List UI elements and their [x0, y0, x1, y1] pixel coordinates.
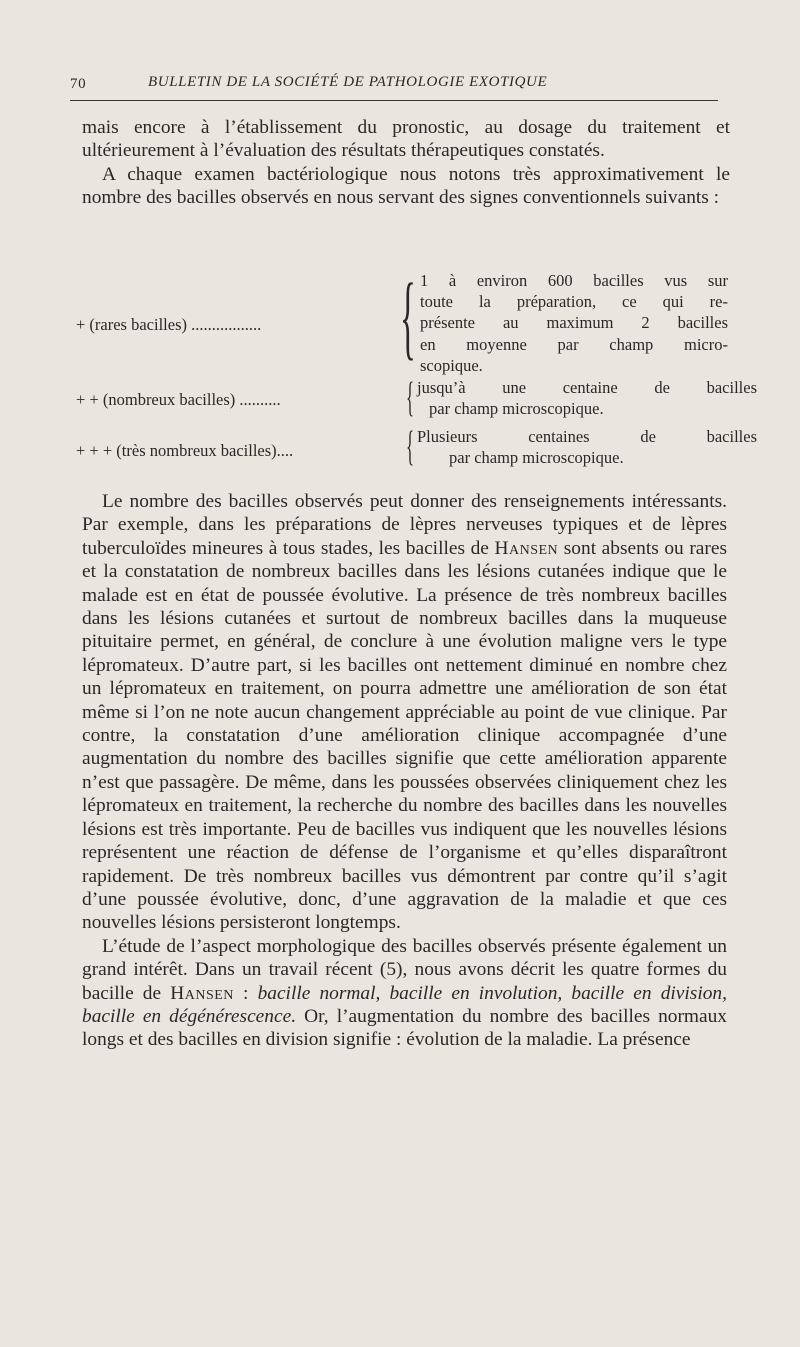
signs-intro-paragraph: A chaque examen bactériologique nous notons très approximativement le nombre des bacilles observés en nous servant des signes conventionnels suivants : — [82, 163, 730, 209]
form-division: bacille en division, — [571, 982, 727, 1004]
brace-icon: { — [406, 424, 415, 470]
author-name-hansen: Hansen — [494, 537, 559, 559]
bacilli-count-paragraph: Le nombre des bacilles observés peut donner des renseignements intéressants. Par exemple, dans les préparations de lèpres nerveuses typiques et de lèpres tuberculoïdes mineures à tous stades, les bacilles de Hansen sont absents ou rares et la constatation de nombreux bacilles dans les lésions cutanées indique que le malade est en état de poussée évolutive. La présence de très nombreux bacilles dans les lésions cutanées et surtout de nombreux bacilles dans la muqueuse pituitaire permet, en général, de conclure à une évolution maligne vers le type lépromateux. D’autre part, si les bacilles ont nettement diminué en nombre chez un lépromateux en traitement, on pourra admettre une amélioration de son état même si l’on ne note aucun changement appréciable au point de vue clinique. Par contre, la constatation d’une amélioration clinique accompagnée d’une augmentation du nombre des bacilles signifie que cette amélioration apparente n’est que passagère. De même, dans les poussées observées cliniquement chez les lépromateux en traitement, la recherche du nombre des bacilles dans les nouvelles lésions est très importante. Peu de bacilles vus indiquent que les nouvelles lésions représentent une réaction de défense de l’organisme et qu’elles disparaîtront rapidement. De très nombreux bacilles vus démontrent par contre qu’il s’agit d’une poussée évolutive, donc, d’une aggravation de la maladie et que ces nouvelles lésions persisteront longtemps. — [82, 491, 727, 934]
sign-description: 1 à environ 600 bacilles vus sur toute la préparation, ce qui re- présente au maximum 2 bacilles en moyenne par champ micro- scopique. — [420, 271, 728, 375]
sign-label: + + + (très nombreux bacilles).... — [76, 441, 294, 460]
author-name-hansen: Hansen — [170, 982, 234, 1004]
morphology-paragraph: L’étude de l’aspect morphologique des bacilles observés présente également un grand intérêt. Dans un travail récent (5), nous avons décrit les quatre formes du bacille de Hansen : bacille normal, bacille en involution, bacille en division, bacille en dégénérescence. Or, l’augmentation du nombre des bacilles normaux longs et des bacilles en division signifie : évolution de la maladie. La présence — [82, 935, 727, 1051]
page-number: 70 — [70, 76, 87, 92]
sign-description: jusqu’à une centaine de bacilles par champ microscopique. — [417, 378, 757, 419]
running-title: BULLETIN DE LA SOCIÉTÉ DE PATHOLOGIE EXOTIQUE — [148, 74, 548, 90]
header-rule — [70, 100, 718, 101]
form-normal: bacille normal, — [257, 982, 381, 1004]
main-text — [82, 490, 727, 1052]
sign-description: Plusieurs centaines de bacilles par champ microscopique. — [417, 427, 757, 468]
page-header — [70, 74, 720, 96]
sign-label: + + (nombreux bacilles) .......... — [76, 390, 281, 409]
form-degeneration: bacille en dégénérescence. — [82, 1005, 297, 1027]
continuation-paragraph: mais encore à l’établissement du pronostic, au dosage du traitement et ultérieurement à l’évaluation des résultats thérapeutiques constatés. — [82, 117, 730, 162]
brace-icon: { — [406, 375, 415, 421]
intro-block — [82, 116, 730, 210]
sign-label: + (rares bacilles) ................. — [76, 315, 262, 334]
form-involution: bacille en involution, — [389, 982, 563, 1004]
brace-icon: { — [400, 265, 416, 369]
